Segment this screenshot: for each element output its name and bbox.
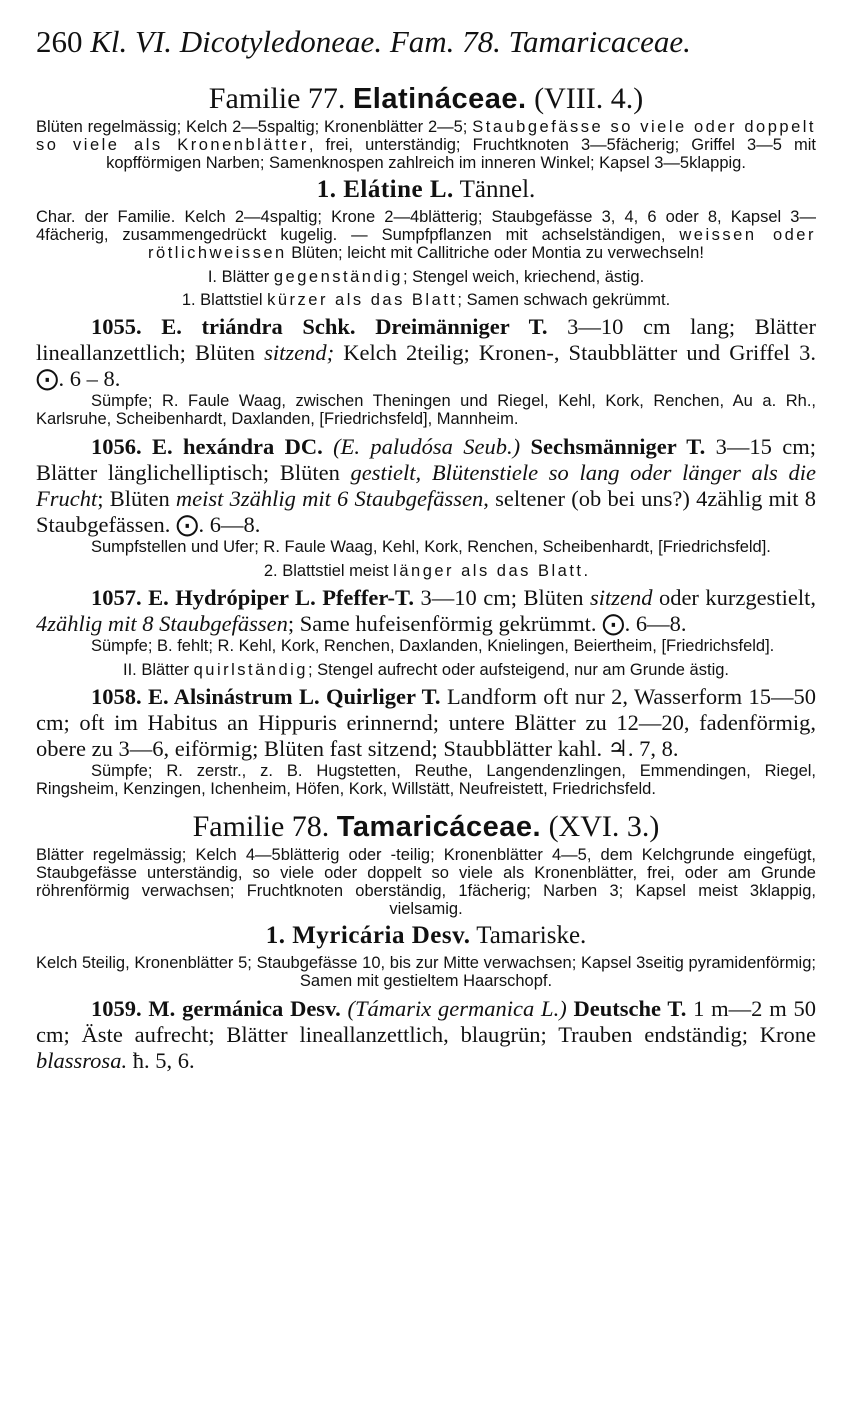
species-italic: gestielt, Blütenstiele so lang oder länger als die Frucht [36,460,816,511]
species-vernacular: Sechsmänniger T. [530,434,706,459]
species-vernacular: Quirliger T. [326,684,441,709]
key-section-I [36,268,816,287]
species-italic: sitzend; [264,340,335,365]
description-spaced-text: Staubgefässe so viele oder doppelt so viele als Kronenblätter [36,118,816,154]
species-synonym: (E. paludósa Seub.) [322,434,531,459]
key-text-end: ; Stengel weich, kriechend, ästig. [402,268,645,286]
key-spaced: länger als das Blatt [393,562,584,580]
species-text: Kelch 2teilig; Kronen-, Staubblätter und Griffel 3. ⨀. 6 – 8. [36,340,816,391]
genus-vernacular: Tamariske. [476,922,587,949]
species-italic: meist 3zählig mit 6 Staubgefässen [175,486,484,511]
family-name: Tamaricáceae. [336,811,542,843]
species-vernacular: Dreimänniger T. [375,314,548,339]
key-text: 1. Blattstiel [181,291,268,309]
species-habitat-1055: Sümpfe; R. Faule Waag, zwischen Theningen und Riegel, Kehl, Kork, Renchen, Au a. Rh., Karlsruhe, Scheibenhardt, Daxlanden, [Friedrichsfeld], Mannheim. [36,392,816,428]
key-text-end: ; Stengel aufrecht oder aufsteigend, nur am Grunde ästig. [307,661,729,679]
family-description-tamaricaceae: Blätter regelmässig; Kelch 4—5blätterig oder -teilig; Kronenblätter 4—5, dem Kelchgrunde eingefügt, Staubgefässe unterständig, so viele oder doppelt so viele als Kronenblätter, frei, oder am Grunde röhrenförmig verwachsen; Fruchtknoten oberständig, 1fächerig; Narben 3; Kapsel meist 3klappig, vielsamig. [36,846,816,918]
species-italic: blassrosa. [36,1048,128,1073]
species-entry-1056 [36,434,816,538]
species-text: ; Same hufeisenförmig gekrümmt. ⨀. 6—8. [287,611,687,636]
family-prefix: Familie 78. [192,810,330,843]
key-spaced: gegenständig [273,268,403,286]
key-section-1 [36,291,816,310]
genus-name: 1. Elátine L. [316,176,454,203]
key-spaced: quirlständig [193,661,308,679]
char-text: Char. der Familie. Kelch 2—4spaltig; Krone 2—4blätterig; Staubgefässe 3, 4, 6 oder 8, Kapsel 3—4fächerig, zusammengedrückt kugelig. — Sumpfpflanzen mit achselständigen, [36,208,816,244]
species-italic: sitzend [589,585,653,610]
species-text: 3—10 cm; Blüten [414,585,590,610]
running-title: Kl. VI. Dicotyledoneae. Fam. 78. Tamaricaceae. [90,24,691,59]
genus-character [36,208,816,262]
species-entry-1058 [36,684,816,762]
family-heading-tamaricaceae [36,808,816,846]
species-text: 3—10 cm lang; Blätter lineallanzettlich; Blüten [36,314,816,365]
species-text: oder kurzgestielt, [652,585,816,610]
key-text: II. Blätter [122,661,194,679]
family-class: (VIII. 4.) [534,82,644,115]
genus-vernacular: Tännel. [459,176,536,203]
book-page [36,22,816,1074]
species-heading: 1057. E. Hydrópiper L. [91,585,316,610]
species-italic: 4zählig mit 8 Staubgefässen [36,611,288,636]
species-heading: 1055. E. triándra Schk. [91,314,356,339]
genus-character-myricaria: Kelch 5teilig, Kronenblätter 5; Staubgefässe 10, bis zur Mitte verwachsen; Kapsel 3seitig pyramidenförmig; Samen mit gestieltem Haarschopf. [36,954,816,990]
family-description [36,118,816,172]
species-text: Landform oft nur 2, Wasserform 15—50 cm; oft im Habitus an Hippuris erinnernd; untere Blätter zu 12—20, fadenförmig, obere zu 3—6, eiförmig; Blüten fast sitzend; Staubblätter kahl. ♃. 7, 8. [36,684,816,761]
species-text: 1 m—2 m 50 cm; Äste aufrecht; Blätter lineallanzettlich, blaugrün; Trauben endständig; Krone [36,996,816,1047]
key-text: 2. Blattstiel meist [263,562,394,580]
family-heading-elatinaceae [36,80,816,118]
species-habitat-1057: Sümpfe; B. fehlt; R. Kehl, Kork, Renchen, Daxlanden, Knielingen, Beiertheim, [Friedrichsfeld]. [91,637,775,655]
genus-heading-myricaria [36,920,816,952]
family-name: Elatináceae. [352,83,527,115]
key-text: I. Blätter [207,268,274,286]
description-text: Blüten regelmässig; Kelch 2—5spaltig; Kronenblätter 2—5; [36,118,473,136]
char-spaced-text: weissen oder rötlichweissen [148,226,816,262]
key-text-end: . [583,562,589,580]
genus-name: 1. Myricária Desv. [265,922,471,949]
species-habitat-1058: Sümpfe; R. zerstr., z. B. Hugstetten, Reuthe, Langendenzlingen, Emmendingen, Riegel, Ringsheim, Kenzingen, Ichenheim, Höfen, Kork, Willstätt, Neufreistett, Friedrichsfeld. [36,762,816,798]
species-heading: 1059. M. germánica Desv. [91,996,341,1021]
family-prefix: Familie 77. [208,82,346,115]
genus-heading-elatine [36,174,816,206]
page-number: 260 [36,24,83,59]
key-section-II [36,661,816,680]
family-class: (XVI. 3.) [548,810,660,843]
species-synonym: (Támarix germanica L.) [340,996,574,1021]
species-text: 3—15 cm; Blätter länglichelliptisch; Blüten [36,434,816,485]
description-text-end: , frei, unterständig; Fruchtknoten 3—5fächerig; Griffel 3—5 mit kopfförmigen Narben; Samenknospen zahlreich im inneren Winkel; Kapsel 3—5klappig. [106,136,816,172]
key-spaced: kürzer als das Blatt [267,291,458,309]
char-text-end: Blüten; leicht mit Callitriche oder Montia zu verwechseln! [286,244,704,262]
species-text: , seltener (ob bei uns?) 4zählig mit 8 Staubgefässen. ⨀. 6—8. [36,486,816,537]
species-heading: 1058. E. Alsinástrum L. [91,684,320,709]
species-heading: 1056. E. hexándra DC. [91,434,323,459]
species-vernacular: Deutsche T. [573,996,687,1021]
species-habitat-1056: Sumpfstellen und Ufer; R. Faule Waag, Kehl, Kork, Renchen, Scheibenhardt, [Friedrichsfeld]. [91,538,771,556]
species-entry-1057 [36,585,816,637]
key-section-2 [36,562,816,581]
species-entry-1059 [36,996,816,1074]
running-header [36,22,816,62]
species-text: ħ. 5, 6. [127,1048,195,1073]
species-entry-1055 [36,314,816,392]
species-text: ; Blüten [97,486,176,511]
species-vernacular: Pfeffer-T. [322,585,414,610]
key-text-end: ; Samen schwach gekrümmt. [457,291,671,309]
